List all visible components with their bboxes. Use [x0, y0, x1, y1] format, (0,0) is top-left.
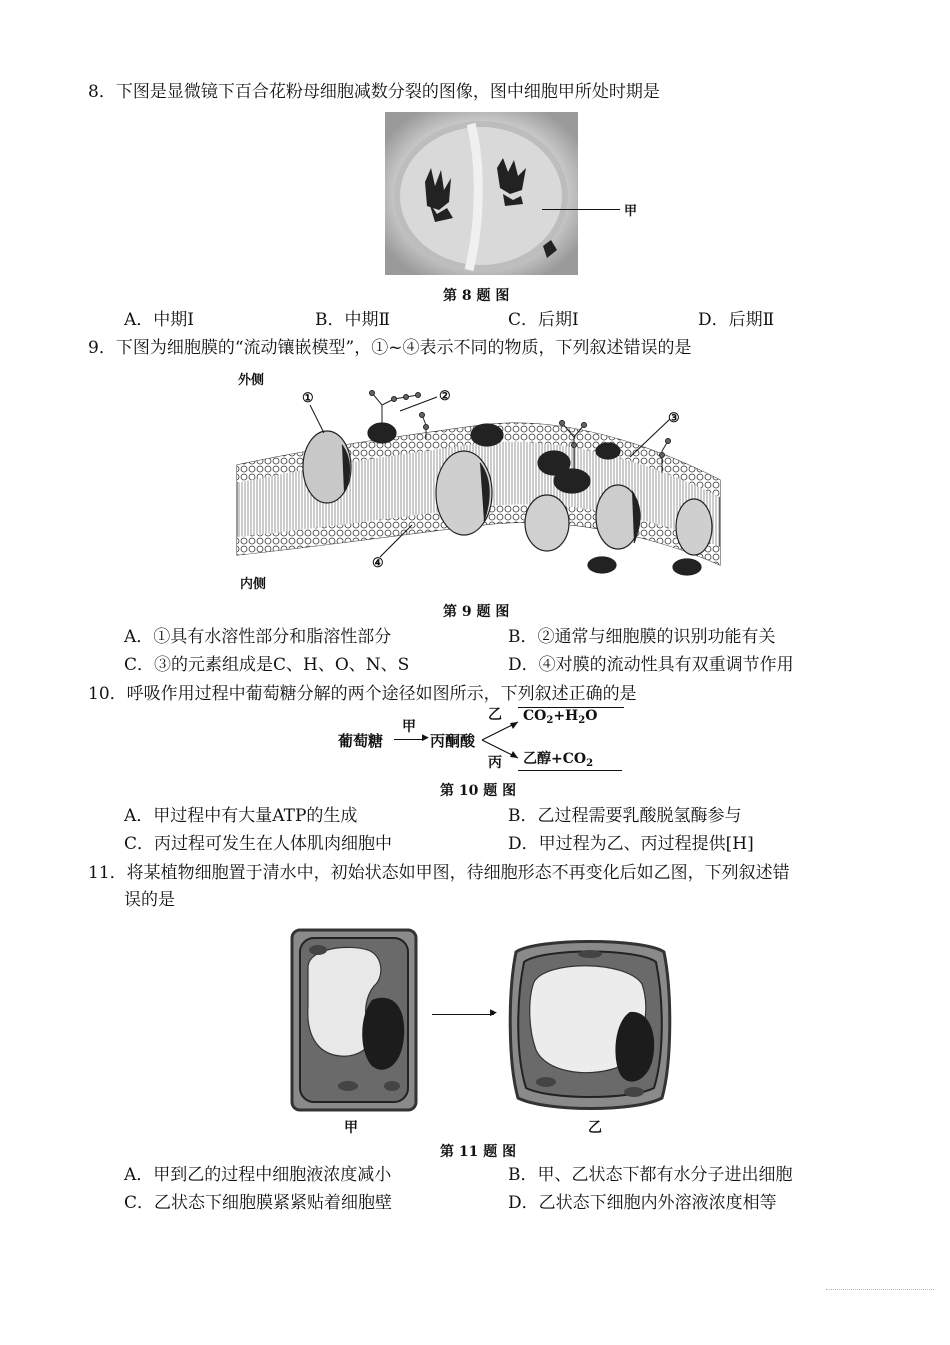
q8-micrograph	[385, 112, 578, 275]
q10-glucose: 葡萄糖	[338, 732, 384, 750]
q8-option-b: B．中期Ⅱ	[315, 310, 391, 330]
q10-option-c: C．丙过程可发生在人体肌肉细胞中	[124, 834, 393, 854]
q11-caption: 第 11 题 图	[440, 1144, 517, 1160]
q9-option-a: A．①具有水溶性部分和脂溶性部分	[124, 627, 392, 647]
q10-line-top	[518, 707, 624, 708]
q9-outside-label: 外侧	[238, 373, 265, 388]
q8-pointer-line	[542, 209, 620, 210]
q10-product-yi: $CO_2+H_2O$	[523, 708, 598, 726]
q10-stem: 10．呼吸作用过程中葡萄糖分解的两个途径如图所示，下列叙述正确的是	[88, 684, 637, 704]
q10-caption: 第 10 题 图	[440, 783, 517, 799]
q9-option-b: B．②通常与细胞膜的识别功能有关	[508, 627, 776, 647]
q9-marker-3: ③	[668, 411, 680, 426]
q11-cell-jia	[288, 926, 420, 1114]
q9-option-d: D．④对膜的流动性具有双重调节作用	[508, 655, 794, 675]
q11-label-yi: 乙	[588, 1120, 602, 1136]
q11-option-c: C．乙状态下细胞膜紧紧贴着细胞壁	[124, 1193, 393, 1213]
q10-pyruvate: 丙酮酸	[430, 732, 476, 750]
q10-step-jia: 甲	[402, 719, 416, 735]
q8-label-jia: 甲	[624, 204, 638, 219]
q10-branch-arrows	[480, 712, 524, 768]
q9-option-c: C．③的元素组成是C、H、O、N、S	[124, 655, 410, 675]
page-dotted-rule	[826, 1288, 934, 1290]
q10-arrow-1	[394, 739, 424, 740]
q9-membrane-diagram	[232, 385, 724, 580]
q8-stem: 8．下图是显微镜下百合花粉母细胞减数分裂的图像，图中细胞甲所处时期是	[88, 82, 660, 102]
q11-option-d: D．乙状态下细胞内外溶液浓度相等	[508, 1193, 777, 1213]
q10-line-bottom	[518, 770, 622, 771]
q11-stem-line2: 误的是	[124, 890, 175, 910]
q10-step-bing: 丙	[488, 755, 502, 771]
q9-marker-2: ②	[439, 389, 451, 404]
q8-option-c: C．后期Ⅰ	[508, 310, 579, 330]
q10-option-d: D．甲过程为乙、丙过程提供[H]	[508, 834, 754, 854]
q10-arrowhead-1: ▶	[422, 733, 429, 743]
q11-arrowhead: ▶	[490, 1008, 497, 1018]
q10-product-bing: 乙醇$+CO_2$	[523, 751, 594, 769]
q11-option-b: B．甲、乙状态下都有水分子进出细胞	[508, 1165, 793, 1185]
q9-caption: 第 9 题 图	[443, 604, 510, 620]
q9-marker-1: ①	[302, 391, 314, 406]
q11-stem-line1: 11．将某植物细胞置于清水中，初始状态如甲图，待细胞形态不再变化后如乙图，下列叙述错	[88, 863, 790, 883]
q10-step-yi: 乙	[488, 707, 502, 723]
q9-marker-4: ④	[372, 556, 384, 571]
q8-option-a: A．中期Ⅰ	[124, 310, 194, 330]
q9-inside-label: 内侧	[240, 577, 267, 592]
q11-cell-yi	[506, 932, 674, 1114]
q10-option-a: A．甲过程中有大量ATP的生成	[124, 806, 358, 826]
q11-option-a: A．甲到乙的过程中细胞液浓度减小	[124, 1165, 392, 1185]
q10-pathway-diagram	[338, 706, 628, 774]
q11-label-jia: 甲	[344, 1120, 358, 1136]
q8-caption: 第 8 题 图	[443, 288, 510, 304]
q10-option-b: B．乙过程需要乳酸脱氢酶参与	[508, 806, 742, 826]
q9-stem: 9．下图为细胞膜的“流动镶嵌模型”，①~④表示不同的物质，下列叙述错误的是	[88, 338, 692, 358]
q8-option-d: D．后期Ⅱ	[698, 310, 775, 330]
q11-arrow-line	[432, 1014, 494, 1015]
